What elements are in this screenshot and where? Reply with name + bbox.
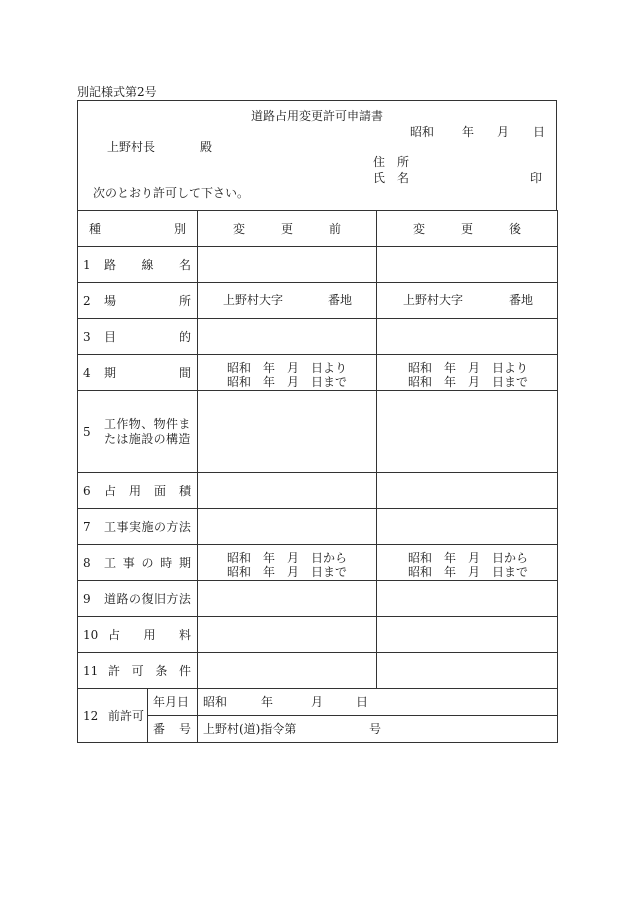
month: 月	[287, 551, 300, 565]
row-label: 路 線 名	[104, 257, 191, 272]
era: 昭和	[408, 565, 433, 579]
row-number: 4	[83, 365, 91, 380]
after-cell	[377, 355, 558, 391]
year: 年	[263, 565, 276, 579]
day: 日より	[492, 361, 529, 375]
seal-mark: 印	[530, 171, 543, 185]
application-header	[77, 100, 557, 211]
day: 日より	[311, 361, 348, 375]
place-prefix: 上野村大字	[403, 293, 464, 307]
row-number: 5	[83, 424, 91, 439]
period-after	[377, 356, 557, 389]
era: 昭和	[227, 361, 252, 375]
table-row	[78, 473, 558, 509]
table-header-row	[78, 211, 558, 247]
lot-suffix: 番地	[509, 293, 534, 307]
row-label	[104, 417, 191, 447]
form-number: 別記様式第2号	[77, 85, 157, 99]
row-label: 目 的	[104, 329, 191, 344]
era: 昭和	[408, 375, 433, 389]
year: 年	[444, 565, 457, 579]
before-cell	[198, 617, 377, 653]
before-cell	[198, 581, 377, 617]
day: 日から	[311, 551, 348, 565]
after-cell	[377, 247, 558, 283]
month: 月	[468, 565, 481, 579]
before-cell	[198, 391, 377, 473]
table-row	[78, 391, 558, 473]
header-category: 種 別	[89, 221, 186, 236]
application-table	[77, 210, 558, 743]
form-title: 道路占用変更許可申請書	[250, 109, 383, 123]
lot-suffix: 番地	[328, 293, 353, 307]
request-text: 次のとおり許可して下さい。	[93, 186, 250, 200]
place-prefix: 上野村大字	[223, 293, 284, 307]
month: 月	[468, 361, 481, 375]
row-number: 10	[83, 627, 99, 642]
day: 日まで	[311, 565, 348, 579]
row-label: 道 路 の 復 旧 方 法	[104, 591, 191, 606]
table-row	[78, 581, 558, 617]
header-after: 変 更 後	[413, 221, 521, 236]
date-year: 年	[462, 125, 475, 139]
day: 日まで	[311, 375, 348, 389]
year: 年	[444, 375, 457, 389]
row-number: 2	[83, 293, 91, 308]
year: 年	[261, 695, 274, 709]
year: 年	[263, 361, 276, 375]
day: 日から	[492, 551, 529, 565]
row-number: 11	[83, 663, 99, 678]
period-to-line	[408, 565, 557, 579]
row-number: 8	[83, 555, 91, 570]
table-row	[78, 247, 558, 283]
period-from-line	[227, 361, 376, 375]
prior-permit-date-cell	[198, 689, 558, 716]
row-label: 占 用 面 積	[104, 483, 191, 498]
date-day: 日	[533, 125, 546, 139]
month: 月	[468, 551, 481, 565]
header-before-cell	[198, 211, 377, 247]
table-row	[78, 689, 558, 716]
table-row	[78, 509, 558, 545]
after-cell	[377, 283, 558, 319]
date-label: 年月日	[153, 695, 190, 709]
after-cell	[377, 319, 558, 355]
sub-label-cell	[148, 689, 198, 716]
before-cell	[198, 283, 377, 319]
row-number: 1	[83, 257, 91, 272]
before-cell	[198, 355, 377, 391]
period-before	[198, 356, 376, 389]
number-label: 番 号	[153, 722, 191, 736]
era: 昭和	[227, 375, 252, 389]
addressee: 上野村長	[107, 140, 156, 154]
day: 日まで	[492, 375, 529, 389]
before-cell	[198, 509, 377, 545]
period-from-line	[408, 361, 557, 375]
prior-permit-cell	[78, 689, 148, 743]
year: 年	[444, 361, 457, 375]
row-number: 7	[83, 519, 91, 534]
row-label-line: 工作物、物件ま	[104, 416, 191, 431]
after-cell	[377, 509, 558, 545]
after-cell	[377, 545, 558, 581]
date-era: 昭和	[410, 125, 435, 139]
sub-label-cell	[148, 716, 198, 743]
year: 年	[444, 551, 457, 565]
period-from-line	[227, 551, 376, 565]
period-from-line	[408, 551, 557, 565]
table-row	[78, 653, 558, 689]
after-cell	[377, 473, 558, 509]
table-row	[78, 617, 558, 653]
date-month: 月	[497, 125, 510, 139]
period-to-line	[227, 565, 376, 579]
month: 月	[468, 375, 481, 389]
row-label: 前許可	[108, 708, 145, 723]
before-cell	[198, 545, 377, 581]
table-row	[78, 319, 558, 355]
after-cell	[377, 617, 558, 653]
work-period-after	[377, 546, 557, 579]
row-number: 6	[83, 483, 91, 498]
row-number: 9	[83, 591, 91, 606]
table-row	[78, 283, 558, 319]
month: 月	[287, 565, 300, 579]
row-label: 場 所	[104, 293, 191, 308]
month: 月	[287, 361, 300, 375]
period-to-line	[408, 375, 557, 389]
row-label: 工 事 実 施 の 方 法	[104, 519, 191, 534]
after-cell	[377, 653, 558, 689]
row-number: 12	[83, 708, 99, 723]
before-cell	[198, 319, 377, 355]
era: 昭和	[408, 551, 433, 565]
permit-number-prefix: 上野村(道)指令第	[203, 722, 297, 736]
after-cell	[377, 391, 558, 473]
permit-number-suffix: 号	[369, 722, 382, 736]
row-label-line: たは施設の構造	[104, 431, 191, 446]
month: 月	[311, 695, 324, 709]
row-label: 許 可 条 件	[108, 663, 191, 678]
period-to-line	[227, 375, 376, 389]
row-label: 期 間	[104, 365, 191, 380]
before-cell	[198, 247, 377, 283]
header-after-cell	[377, 211, 558, 247]
year: 年	[263, 551, 276, 565]
table-row	[78, 355, 558, 391]
prior-permit-number-cell	[198, 716, 558, 743]
row-number: 3	[83, 329, 91, 344]
table-row	[78, 716, 558, 743]
address-label: 住 所	[373, 155, 409, 169]
work-period-before	[198, 546, 376, 579]
header-before: 変 更 前	[233, 221, 341, 236]
day: 日	[356, 695, 369, 709]
header-category-cell	[78, 211, 198, 247]
day: 日まで	[492, 565, 529, 579]
name-label: 氏 名	[373, 171, 409, 185]
year: 年	[263, 375, 276, 389]
month: 月	[287, 375, 300, 389]
row-label: 工 事 の 時 期	[104, 555, 191, 570]
era: 昭和	[203, 695, 228, 709]
before-cell	[198, 473, 377, 509]
before-cell	[198, 653, 377, 689]
era: 昭和	[408, 361, 433, 375]
row-label: 占 用 料	[108, 627, 191, 642]
era: 昭和	[227, 551, 252, 565]
table-row	[78, 545, 558, 581]
era: 昭和	[227, 565, 252, 579]
honorific: 殿	[200, 140, 213, 154]
after-cell	[377, 581, 558, 617]
